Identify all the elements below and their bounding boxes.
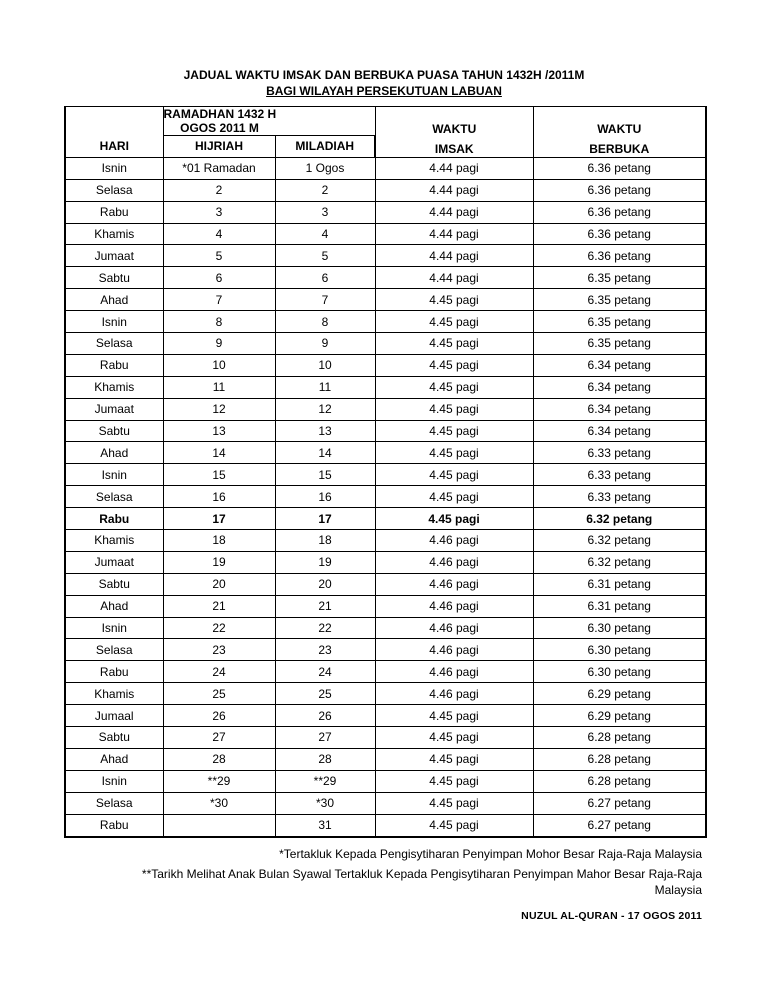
cell-imsak: 4.45 pagi	[375, 420, 533, 442]
cell-hijriah: *01 Ramadan	[163, 157, 275, 179]
cell-berbuka: 6.36 petang	[533, 245, 706, 267]
nuzul-al-quran-note: NUZUL AL-QURAN - 17 OGOS 2011	[521, 910, 702, 922]
cell-hari: Sabtu	[65, 573, 163, 595]
table-row	[65, 376, 706, 398]
table-row	[65, 683, 706, 705]
cell-hari: Ahad	[65, 748, 163, 770]
cell-berbuka: 6.30 petang	[533, 617, 706, 639]
cell-imsak: 4.45 pagi	[375, 508, 533, 530]
table-row	[65, 201, 706, 223]
cell-berbuka: 6.28 petang	[533, 748, 706, 770]
cell-imsak: 4.45 pagi	[375, 727, 533, 749]
cell-hari: Rabu	[65, 814, 163, 836]
cell-miladiah: 12	[275, 398, 375, 420]
header-ramadhan-line1: RAMADHAN 1432 H	[163, 107, 277, 121]
table-row	[65, 770, 706, 792]
cell-hari: Jumaat	[65, 245, 163, 267]
cell-berbuka: 6.31 petang	[533, 573, 706, 595]
cell-miladiah: 25	[275, 683, 375, 705]
cell-imsak: 4.46 pagi	[375, 551, 533, 573]
cell-imsak: 4.45 pagi	[375, 376, 533, 398]
cell-imsak: 4.46 pagi	[375, 617, 533, 639]
cell-miladiah: 18	[275, 530, 375, 552]
table-row	[65, 792, 706, 814]
cell-hari: Isnin	[65, 311, 163, 333]
cell-miladiah: 13	[275, 420, 375, 442]
cell-miladiah: 8	[275, 311, 375, 333]
cell-berbuka: 6.29 petang	[533, 683, 706, 705]
cell-imsak: 4.44 pagi	[375, 157, 533, 179]
cell-hijriah: 23	[163, 639, 275, 661]
cell-miladiah: 19	[275, 551, 375, 573]
cell-hari: Isnin	[65, 617, 163, 639]
cell-hari: Jumaat	[65, 398, 163, 420]
cell-hari: Ahad	[65, 442, 163, 464]
cell-miladiah: 22	[275, 617, 375, 639]
cell-hijriah: 3	[163, 201, 275, 223]
cell-hijriah: 20	[163, 573, 275, 595]
cell-hari: Selasa	[65, 792, 163, 814]
cell-hijriah: 18	[163, 530, 275, 552]
cell-hari: Isnin	[65, 770, 163, 792]
table-row	[65, 573, 706, 595]
cell-miladiah: 26	[275, 705, 375, 727]
cell-miladiah: 24	[275, 661, 375, 683]
cell-miladiah: 4	[275, 223, 375, 245]
cell-berbuka: 6.35 petang	[533, 333, 706, 355]
cell-hari: Ahad	[65, 595, 163, 617]
cell-hari: Khamis	[65, 223, 163, 245]
table-row	[65, 157, 706, 179]
cell-imsak: 4.45 pagi	[375, 333, 533, 355]
cell-imsak: 4.46 pagi	[375, 639, 533, 661]
cell-hijriah: 22	[163, 617, 275, 639]
header-imsak-line2: IMSAK	[434, 141, 474, 156]
cell-miladiah: *30	[275, 792, 375, 814]
cell-imsak: 4.46 pagi	[375, 530, 533, 552]
cell-miladiah: 11	[275, 376, 375, 398]
cell-hari: Khamis	[65, 683, 163, 705]
cell-berbuka: 6.34 petang	[533, 354, 706, 376]
table-row	[65, 639, 706, 661]
cell-hijriah: **29	[163, 770, 275, 792]
cell-hari: Rabu	[65, 201, 163, 223]
cell-hari: Jumaat	[65, 551, 163, 573]
cell-imsak: 4.44 pagi	[375, 245, 533, 267]
cell-berbuka: 6.34 petang	[533, 420, 706, 442]
cell-berbuka: 6.32 petang	[533, 551, 706, 573]
cell-hari: Khamis	[65, 376, 163, 398]
cell-miladiah: 7	[275, 289, 375, 311]
header-waktu-berbuka	[533, 107, 706, 158]
cell-imsak: 4.45 pagi	[375, 398, 533, 420]
cell-hijriah: 17	[163, 508, 275, 530]
cell-hijriah: 5	[163, 245, 275, 267]
cell-hari: Selasa	[65, 179, 163, 201]
cell-hijriah: 27	[163, 727, 275, 749]
cell-hari: Rabu	[65, 354, 163, 376]
cell-berbuka: 6.36 petang	[533, 201, 706, 223]
cell-miladiah: 2	[275, 179, 375, 201]
cell-imsak: 4.45 pagi	[375, 814, 533, 836]
cell-miladiah: 28	[275, 748, 375, 770]
cell-berbuka: 6.35 petang	[533, 289, 706, 311]
cell-hari: Sabtu	[65, 420, 163, 442]
cell-miladiah: **29	[275, 770, 375, 792]
table-row	[65, 464, 706, 486]
table-row	[65, 442, 706, 464]
cell-hijriah: 15	[163, 464, 275, 486]
cell-hijriah: *30	[163, 792, 275, 814]
cell-hijriah: 8	[163, 311, 275, 333]
header-hari: HARI	[65, 136, 163, 158]
cell-berbuka: 6.30 petang	[533, 661, 706, 683]
footnote-single-asterisk: *Tertakluk Kepada Pengisytiharan Penyimpan Mohor Besar Raja-Raja Malaysia	[279, 847, 702, 861]
table-row	[65, 617, 706, 639]
table-row	[65, 595, 706, 617]
footnote-double-asterisk: **Tarikh Melihat Anak Bulan Syawal Tertakluk Kepada Pengisytiharan Penyimpan Mahor Besar Raja-Raja Malaysia	[141, 867, 702, 897]
cell-imsak: 4.44 pagi	[375, 267, 533, 289]
cell-berbuka: 6.28 petang	[533, 727, 706, 749]
cell-imsak: 4.45 pagi	[375, 770, 533, 792]
cell-imsak: 4.45 pagi	[375, 311, 533, 333]
table-row	[65, 530, 706, 552]
cell-hijriah: 19	[163, 551, 275, 573]
cell-berbuka: 6.32 petang	[533, 508, 706, 530]
cell-hijriah: 10	[163, 354, 275, 376]
cell-berbuka: 6.31 petang	[533, 595, 706, 617]
cell-berbuka: 6.34 petang	[533, 376, 706, 398]
header-hari-blank	[65, 107, 163, 136]
cell-hari: Rabu	[65, 508, 163, 530]
cell-hijriah: 16	[163, 486, 275, 508]
cell-imsak: 4.44 pagi	[375, 201, 533, 223]
header-waktu-imsak	[375, 107, 533, 158]
cell-imsak: 4.44 pagi	[375, 223, 533, 245]
cell-hijriah: 26	[163, 705, 275, 727]
cell-berbuka: 6.30 petang	[533, 639, 706, 661]
cell-miladiah: 31	[275, 814, 375, 836]
cell-imsak: 4.46 pagi	[375, 683, 533, 705]
table-row	[65, 814, 706, 836]
cell-berbuka: 6.32 petang	[533, 530, 706, 552]
cell-miladiah: 16	[275, 486, 375, 508]
cell-hari: Rabu	[65, 661, 163, 683]
cell-miladiah: 6	[275, 267, 375, 289]
table-row	[65, 508, 706, 530]
header-ramadhan-line2: OGOS 2011 M	[180, 121, 259, 135]
cell-hijriah: 24	[163, 661, 275, 683]
document-title: JADUAL WAKTU IMSAK DAN BERBUKA PUASA TAHUN 1432H /2011M	[183, 68, 585, 82]
cell-imsak: 4.45 pagi	[375, 464, 533, 486]
cell-hijriah: 25	[163, 683, 275, 705]
cell-miladiah: 27	[275, 727, 375, 749]
table-row	[65, 727, 706, 749]
cell-miladiah: 9	[275, 333, 375, 355]
cell-hijriah: 2	[163, 179, 275, 201]
cell-imsak: 4.45 pagi	[375, 289, 533, 311]
cell-miladiah: 5	[275, 245, 375, 267]
cell-berbuka: 6.29 petang	[533, 705, 706, 727]
cell-hijriah: 12	[163, 398, 275, 420]
header-berbuka-line2: BERBUKA	[589, 141, 650, 156]
cell-hijriah: 11	[163, 376, 275, 398]
table-row	[65, 267, 706, 289]
header-miladiah: MILADIAH	[275, 136, 375, 158]
table-row	[65, 420, 706, 442]
cell-miladiah: 21	[275, 595, 375, 617]
cell-hari: Ahad	[65, 289, 163, 311]
cell-hijriah: 28	[163, 748, 275, 770]
table-row	[65, 551, 706, 573]
table-row	[65, 661, 706, 683]
cell-hari: Selasa	[65, 639, 163, 661]
table-row	[65, 289, 706, 311]
cell-hari: Isnin	[65, 157, 163, 179]
cell-hijriah: 14	[163, 442, 275, 464]
cell-hijriah	[163, 814, 275, 836]
cell-hari: Sabtu	[65, 727, 163, 749]
table-row	[65, 179, 706, 201]
cell-berbuka: 6.35 petang	[533, 311, 706, 333]
table-row	[65, 311, 706, 333]
cell-berbuka: 6.33 petang	[533, 464, 706, 486]
table-row	[65, 223, 706, 245]
cell-berbuka: 6.34 petang	[533, 398, 706, 420]
cell-hijriah: 4	[163, 223, 275, 245]
cell-miladiah: 3	[275, 201, 375, 223]
cell-hijriah: 6	[163, 267, 275, 289]
cell-imsak: 4.46 pagi	[375, 661, 533, 683]
cell-imsak: 4.46 pagi	[375, 595, 533, 617]
cell-imsak: 4.46 pagi	[375, 573, 533, 595]
header-hijriah: HIJRIAH	[163, 136, 275, 158]
cell-miladiah: 20	[275, 573, 375, 595]
cell-berbuka: 6.28 petang	[533, 770, 706, 792]
document-subtitle: BAGI WILAYAH PERSEKUTUAN LABUAN	[266, 84, 502, 98]
cell-hari: Khamis	[65, 530, 163, 552]
cell-imsak: 4.45 pagi	[375, 486, 533, 508]
cell-berbuka: 6.27 petang	[533, 792, 706, 814]
cell-imsak: 4.45 pagi	[375, 748, 533, 770]
cell-berbuka: 6.36 petang	[533, 223, 706, 245]
cell-berbuka: 6.33 petang	[533, 442, 706, 464]
cell-imsak: 4.45 pagi	[375, 442, 533, 464]
cell-berbuka: 6.27 petang	[533, 814, 706, 836]
cell-miladiah: 10	[275, 354, 375, 376]
cell-berbuka: 6.36 petang	[533, 179, 706, 201]
cell-hari: Jumaal	[65, 705, 163, 727]
table-row	[65, 245, 706, 267]
cell-imsak: 4.44 pagi	[375, 179, 533, 201]
cell-hari: Isnin	[65, 464, 163, 486]
schedule-table	[64, 106, 707, 838]
cell-berbuka: 6.36 petang	[533, 157, 706, 179]
cell-imsak: 4.45 pagi	[375, 705, 533, 727]
table-row	[65, 748, 706, 770]
cell-berbuka: 6.33 petang	[533, 486, 706, 508]
table-row	[65, 486, 706, 508]
cell-hijriah: 9	[163, 333, 275, 355]
header-berbuka-line1: WAKTU	[597, 121, 642, 136]
cell-hari: Sabtu	[65, 267, 163, 289]
table-row	[65, 398, 706, 420]
cell-miladiah: 15	[275, 464, 375, 486]
cell-hijriah: 13	[163, 420, 275, 442]
table-row	[65, 354, 706, 376]
header-ramadhan	[163, 107, 375, 136]
header-imsak-line1: WAKTU	[432, 121, 477, 136]
cell-berbuka: 6.35 petang	[533, 267, 706, 289]
cell-miladiah: 14	[275, 442, 375, 464]
cell-imsak: 4.45 pagi	[375, 792, 533, 814]
cell-hijriah: 21	[163, 595, 275, 617]
table-row	[65, 705, 706, 727]
cell-miladiah: 17	[275, 508, 375, 530]
cell-hijriah: 7	[163, 289, 275, 311]
cell-hari: Selasa	[65, 486, 163, 508]
cell-miladiah: 23	[275, 639, 375, 661]
cell-hari: Selasa	[65, 333, 163, 355]
table-row	[65, 333, 706, 355]
cell-miladiah: 1 Ogos	[275, 157, 375, 179]
cell-imsak: 4.45 pagi	[375, 354, 533, 376]
